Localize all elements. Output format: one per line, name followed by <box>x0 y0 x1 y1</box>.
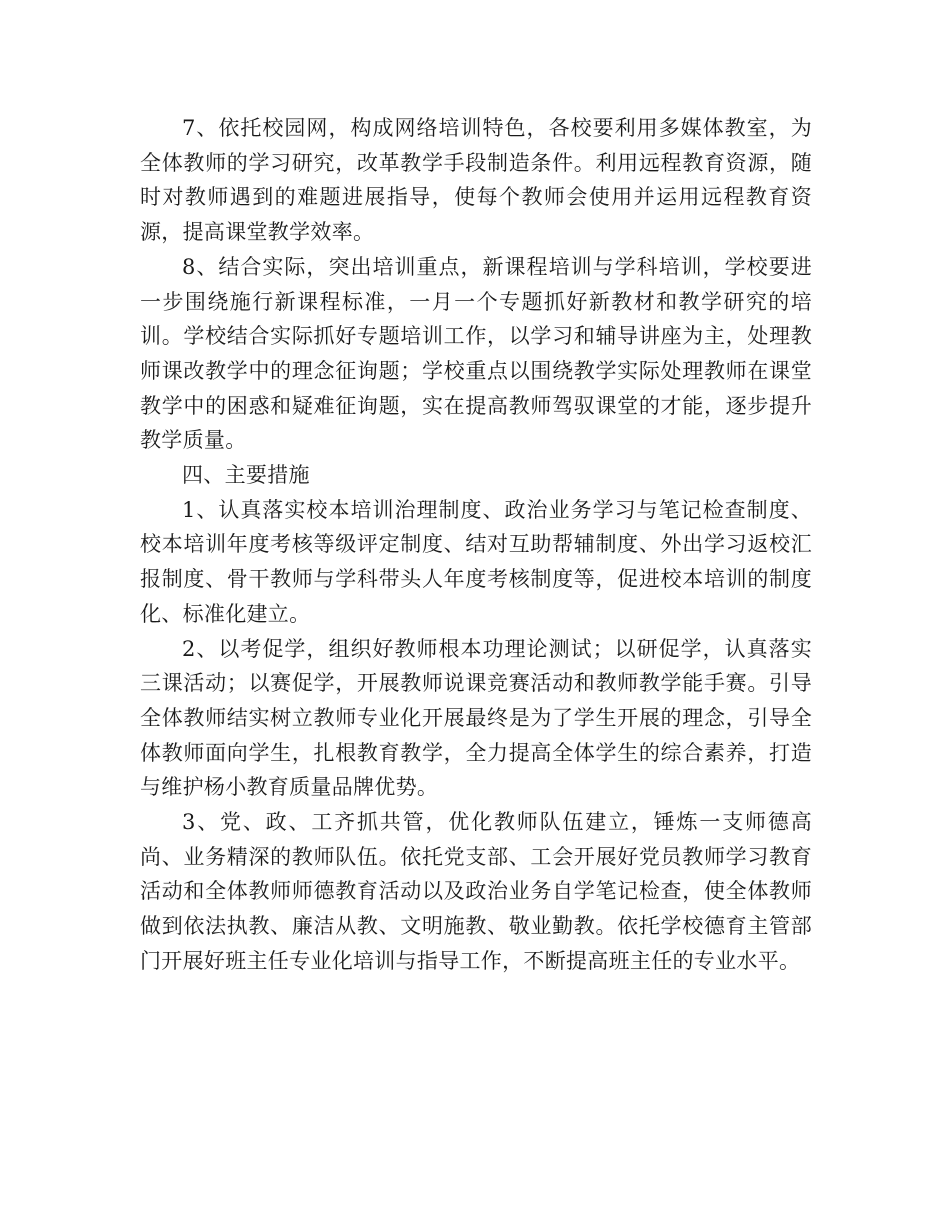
document-body <box>140 111 812 979</box>
paragraph-item-8: 8、结合实际，突出培训重点，新课程培训与学科培训，学校要进一步围绕施行新课程标准，一月一个专题抓好新教材和教学研究的培训。学校结合实际抓好专题培训工作，以学习和辅导讲座为主，处理教师课改教学中的理念征询题；学校重点以围绕教学实际处理教师在课堂教学中的困惑和疑难征询题，实在提高教师驾驭课堂的才能，逐步提升教学质量。 <box>140 254 812 453</box>
paragraph-measure-1: 1、认真落实校本培训治理制度、政治业务学习与笔记检查制度、校本培训年度考核等级评定制度、结对互助帮辅制度、外出学习返校汇报制度、骨干教师与学科带头人年度考核制度等，促进校本培训的制度化、标准化建立。 <box>140 497 812 626</box>
section-heading-main-measures: 四、主要措施 <box>182 463 310 488</box>
paragraph-item-7: 7、依托校园网，构成网络培训特色，各校要利用多媒体教室，为全体教师的学习研究，改革教学手段制造条件。利用远程教育资源，随时对教师遇到的难题进展指导，使每个教师会使用并运用远程教育资源，提高课堂教学效率。 <box>140 116 812 245</box>
paragraph-measure-2: 2、以考促学，组织好教师根本功理论测试；以研促学，认真落实三课活动；以赛促学，开展教师说课竞赛活动和教师教学能手赛。引导全体教师结实树立教师专业化开展最终是为了学生开展的理念，引导全体教师面向学生，扎根教育教学，全力提高全体学生的综合素养，打造与维护杨小教育质量品牌优势。 <box>140 636 812 800</box>
paragraph-measure-3: 3、党、政、工齐抓共管，优化教师队伍建立，锤炼一支师德高尚、业务精深的教师队伍。依托党支部、工会开展好党员教师学习教育活动和全体教师师德教育活动以及政治业务自学笔记检查，使全体教师做到依法执教、廉洁从教、文明施教、敬业勤教。依托学校德育主管部门开展好班主任专业化培训与指导工作，不断提高班主任的专业水平。 <box>140 810 812 973</box>
